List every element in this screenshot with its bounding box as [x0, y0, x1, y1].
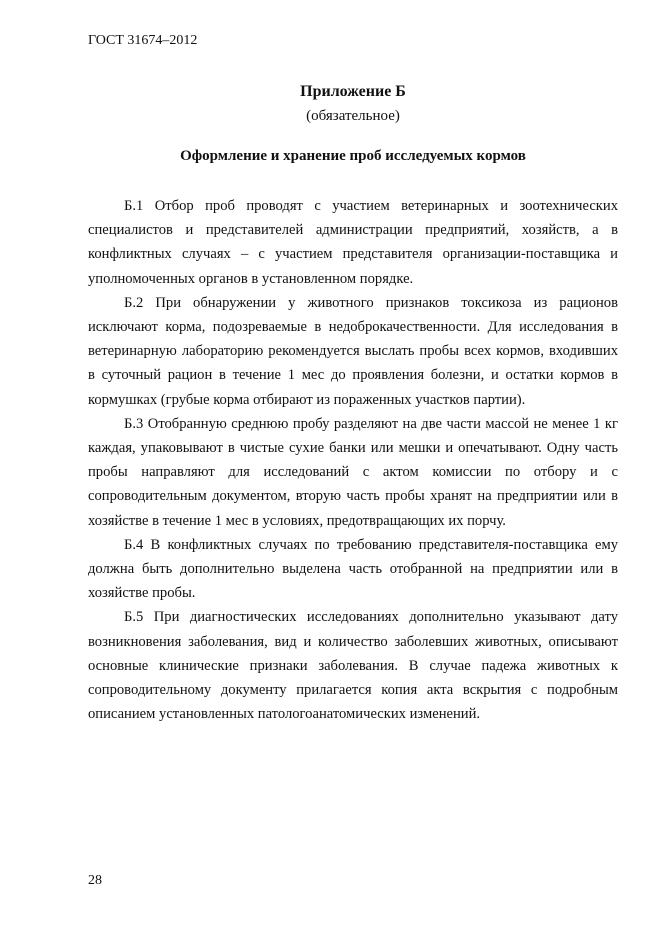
paragraph-b3: Б.3 Отобранную среднюю пробу разделяют на две части массой не менее 1 кг каждая, упаковывают в чистые сухие банки или мешки и опечатывают. Одну часть пробы направляют для исследований с актом комиссии по отбору и с сопроводительным документом, вторую часть пробы хранят на предприятии или в хозяйстве в течение 1 мес в условиях, предотвращающих их порчу. — [88, 415, 618, 529]
page-number: 28 — [88, 873, 102, 888]
document-standard-code: ГОСТ 31674–2012 — [88, 33, 198, 48]
paragraph-b5: Б.5 При диагностических исследованиях дополнительно указывают дату возникновения заболевания, вид и количество заболевших животных, описывают основные клинические признаки заболевания. В случае падежа животных к сопроводительному документу прилагается копия акта вскрытия с подробным описанием установленных патологоанатомических изменений. — [88, 609, 618, 723]
paragraph-b2: Б.2 При обнаружении у животного признаков токсикоза из рационов исключают корма, подозреваемые в недоброкачественности. Для исследования в ветеринарную лабораторию рекомендуется выслать пробы всех кормов, входивших в суточный рацион в течение 1 мес до проявления болезни, и остатки кормов в кормушках (грубые корма отбирают из пораженных участков партии). — [88, 294, 618, 408]
paragraph-b4: Б.4 В конфликтных случаях по требованию представителя-поставщика ему должна быть дополнительно выделена часть отобранной на предприятии или в хозяйстве пробы. — [88, 536, 618, 602]
appendix-status: (обязательное) — [306, 108, 400, 124]
paragraph-b1: Б.1 Отбор проб проводят с участием ветеринарных и зоотехнических специалистов и представителей администрации предприятий, хозяйств, а в конфликтных случаях – с участием представителя организации-поставщика и уполномоченных органов в установленном порядке. — [88, 198, 618, 287]
document-body — [88, 194, 618, 726]
appendix-heading: Оформление и хранение проб исследуемых кормов — [180, 148, 526, 164]
appendix-title: Приложение Б — [300, 83, 406, 100]
